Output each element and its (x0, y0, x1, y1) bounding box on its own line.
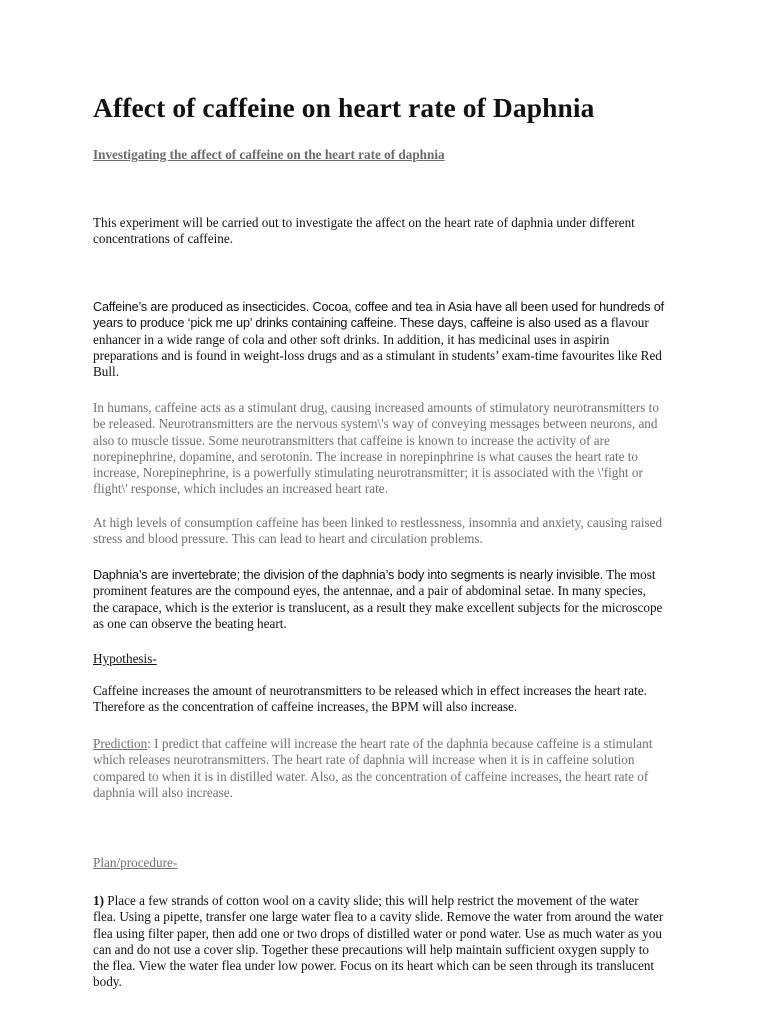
step-1-text: Place a few strands of cotton wool on a cavity slide; this will help restrict the movement of the water flea. Using a pipette, transfer one large water flea to a cavity slide. Remove the water from around the water flea using filter paper, then add one or two drops of distilled water or pond water. Use as much water as you can and do not use a cover slip. Together these precautions will help maintain sufficient oxygen supply to the flea. View the water flea under low power. Focus on its heart which can be seen through its translucent body. (93, 893, 664, 990)
step-1-number: 1) (93, 893, 104, 908)
hypothesis-paragraph: Caffeine increases the amount of neurotransmitters to be released which in effect increases the heart rate. Therefore as the concentration of caffeine increases, the BPM will also increase. (93, 683, 647, 715)
daphnia-paragraph (93, 567, 665, 632)
prediction-paragraph (93, 736, 665, 801)
daphnia-paragraph-serif-part: The most prominent features are the compound eyes, the antennae, and a pair of abdominal setae. In many species, the carapace, which is the exterior is translucent, as a result they make excellent subjects for the microscope as one can observe the beating heart. (93, 567, 663, 631)
document-subtitle: Investigating the affect of caffeine on the heart rate of daphnia (93, 147, 445, 162)
hypothesis-heading: Hypothesis- (93, 651, 157, 666)
intro-paragraph: This experiment will be carried out to investigate the affect on the heart rate of daphnia under different concentrations of caffeine. (93, 215, 635, 247)
caffeine-paragraph-sans-part: Caffeine’s are produced as insecticides. Cocoa, coffee and tea in Asia have all been used for hundreds of years to produce ‘pick me up’ drinks containing caffeine. These days, caffeine is also used as a (93, 300, 664, 331)
step-1-paragraph (93, 893, 665, 991)
plan-heading: Plan/procedure- (93, 855, 178, 870)
humans-paragraph: In humans, caffeine acts as a stimulant drug, causing increased amounts of stimulatory neurotransmitters to be released. Neurotransmitters are the nervous system\'s way of conveying messages between neurons, and also to muscle tissue. Some neurotransmitters that caffeine is known to increase the activity of are norepinephrine, dopamine, and serotonin. The increase in norepinphrine is what causes the heart rate to increase, Norepinephrine, is a powerfully stimulating neurotransmitter; it is associated with the \'fight or flight\' response, which includes an increased heart rate. (93, 400, 659, 497)
prediction-text: : I predict that caffeine will increase the heart rate of the daphnia because caffeine is a stimulant which releases neurotransmitters. The heart rate of daphnia will increase when it is in caffeine solution compared to when it is in distilled water. Also, as the concentration of caffeine increases, the heart rate of daphnia will also increase. (93, 736, 653, 800)
document-title: Affect of caffeine on heart rate of Daphnia (93, 92, 595, 123)
caffeine-paragraph-serif-part: flavour enhancer in a wide range of cola and other soft drinks. In addition, it has medicinal uses in aspirin preparations and is found in weight-loss drugs and as a stimulant in students’ exam-time favourites like Red Bull. (93, 315, 662, 380)
consumption-paragraph: At high levels of consumption caffeine has been linked to restlessness, insomnia and anxiety, causing raised stress and blood pressure. This can lead to heart and circulation problems. (93, 515, 663, 547)
prediction-label: Prediction (93, 736, 148, 751)
daphnia-paragraph-sans-part: Daphnia’s are invertebrate; the division of the daphnia’s body into segments is nearly invisible. (93, 568, 604, 582)
caffeine-paragraph (93, 299, 665, 380)
